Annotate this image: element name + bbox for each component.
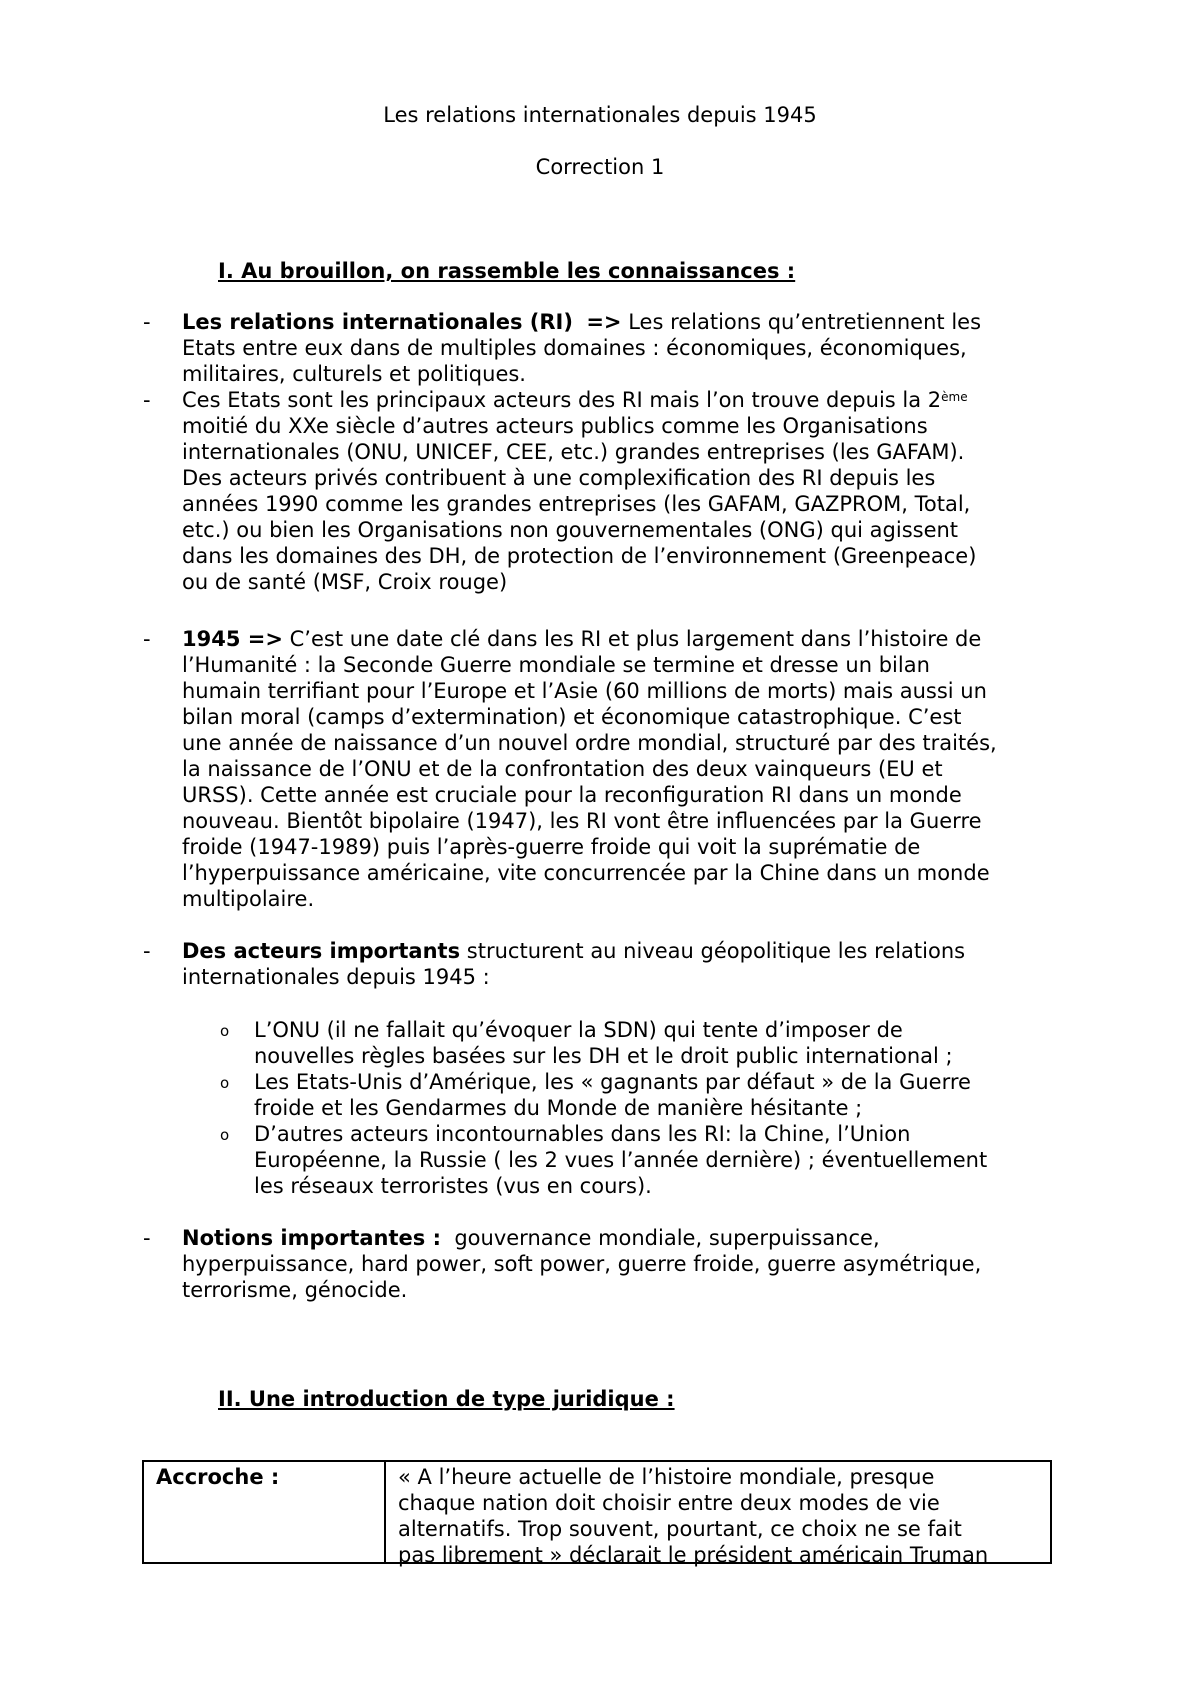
item-3-bold: 1945 => [182,627,283,651]
bullet-dash: - [143,1226,151,1250]
list-item-acteurs-importants [182,938,1082,990]
item-2-line-8: ou de santé (MSF, Croix rouge) [182,570,508,594]
item-1-arrow: => [586,310,622,334]
item-4-line-1: structurent au niveau géopolitique les relations [466,939,966,963]
item-2-line-7: dans les domaines des DH, de protection de l’environnement (Greenpeace) [182,544,977,568]
list-item-acteurs [182,387,1082,595]
item-3-line-1: C’est une date clé dans les RI et plus largement dans l’histoire de [289,627,982,651]
introduction-table [142,1460,1052,1567]
item-5-line-1: gouvernance mondiale, superpuissance, [454,1226,880,1250]
sub-1-line-2: nouvelles règles basées sur les DH et le droit public international ; [254,1044,953,1068]
item-3-line-7: URSS). Cette année est cruciale pour la reconfiguration RI dans un monde [182,783,962,807]
sub-2-line-1: Les Etats-Unis d’Amérique, les « gagnants par défaut » de la Guerre [254,1070,971,1094]
item-2-line-5: années 1990 comme les grandes entreprises (les GAFAM, GAZPROM, Total, [182,492,971,516]
bullet-dash: - [143,939,151,963]
table-line-3: alternatifs. Trop souvent, pourtant, ce choix ne se fait [398,1517,962,1541]
table-line-4: pas librement » déclarait le président américain Truman [398,1543,989,1567]
item-2-line-2: moitié du XXe siècle d’autres acteurs publics comme les Organisations [182,414,928,438]
item-3-line-2: l’Humanité : la Seconde Guerre mondiale se termine et dresse un bilan [182,653,930,677]
item-2-line-4: Des acteurs privés contribuent à une complexification des RI depuis les [182,466,936,490]
sub-bullet-marker: o [220,1022,230,1040]
document-subtitle: Correction 1 [535,155,665,179]
bullet-dash: - [143,310,151,334]
item-1-line-1: Les relations qu’entretiennent les [628,310,982,334]
item-3-line-11: multipolaire. [182,887,315,911]
item-2-line-3: internationales (ONU, UNICEF, CEE, etc.) grandes entreprises (les GAFAM). [182,440,965,464]
item-3-line-4: bilan moral (camps d’extermination) et économique catastrophique. C’est [182,705,962,729]
bullet-dash: - [143,388,151,412]
table-label-accroche: Accroche : [156,1465,280,1489]
item-5-line-2: hyperpuissance, hard power, soft power, guerre froide, guerre asymétrique, [182,1252,982,1276]
item-5-bold: Notions importantes : [182,1226,441,1250]
list-item-relations-internationales [182,309,1082,387]
item-3-line-9: froide (1947-1989) puis l’après-guerre froide qui voit la suprématie de [182,835,921,859]
item-4-line-2: internationales depuis 1945 : [182,965,490,989]
item-5-line-3: terrorisme, génocide. [182,1278,408,1302]
sub-1-line-1: L’ONU (il ne fallait qu’évoquer la SDN) qui tente d’imposer de [254,1018,903,1042]
item-3-line-10: l’hyperpuissance américaine, vite concurrencée par la Chine dans un monde [182,861,990,885]
sub-item-etats-unis [254,1069,1104,1121]
table-line-2: chaque nation doit choisir entre deux modes de vie [398,1491,940,1515]
table-cell-accroche [398,1464,1048,1568]
sub-2-line-2: froide et les Gendarmes du Monde de manière hésitante ; [254,1096,863,1120]
item-2-line-1: Ces Etats sont les principaux acteurs des RI mais l’on trouve depuis la 2 [182,388,942,412]
sub-3-line-3: les réseaux terroristes (vus en cours). [254,1174,652,1198]
table-column-divider [384,1462,386,1562]
item-3-line-8: nouveau. Bientôt bipolaire (1947), les RI vont être influencées par la Guerre [182,809,982,833]
sub-3-line-2: Européenne, la Russie ( les 2 vues l’année dernière) ; éventuellement [254,1148,988,1172]
list-item-1945 [182,626,1082,912]
item-2-line-6: etc.) ou bien les Organisations non gouvernementales (ONG) qui agissent [182,518,959,542]
sub-bullet-marker: o [220,1126,230,1144]
section-2-heading: II. Une introduction de type juridique : [218,1387,675,1411]
item-3-line-6: la naissance de l’ONU et de la confrontation des deux vainqueurs (EU et [182,757,943,781]
item-3-line-3: humain terrifiant pour l’Europe et l’Asie (60 millions de morts) mais aussi un [182,679,987,703]
item-3-line-5: une année de naissance d’un nouvel ordre mondial, structuré par des traités, [182,731,997,755]
sub-item-autres-acteurs [254,1121,1104,1199]
item-1-line-2: Etats entre eux dans de multiples domaines : économiques, économiques, [182,336,967,360]
item-1-bold: Les relations internationales (RI) [182,310,573,334]
item-4-bold: Des acteurs importants [182,939,461,963]
list-item-notions [182,1225,1082,1303]
item-1-line-3: militaires, culturels et politiques. [182,362,526,386]
bullet-dash: - [143,627,151,651]
sub-bullet-marker: o [220,1074,230,1092]
sub-3-line-1: D’autres acteurs incontournables dans les RI: la Chine, l’Union [254,1122,911,1146]
table-line-1: « A l’heure actuelle de l’histoire mondiale, presque [398,1465,935,1489]
item-2-superscript: ème [941,390,968,404]
sub-item-onu [254,1017,1104,1069]
section-1-heading: I. Au brouillon, on rassemble les connaissances : [218,259,796,283]
document-title: Les relations internationales depuis 1945 [383,103,817,127]
